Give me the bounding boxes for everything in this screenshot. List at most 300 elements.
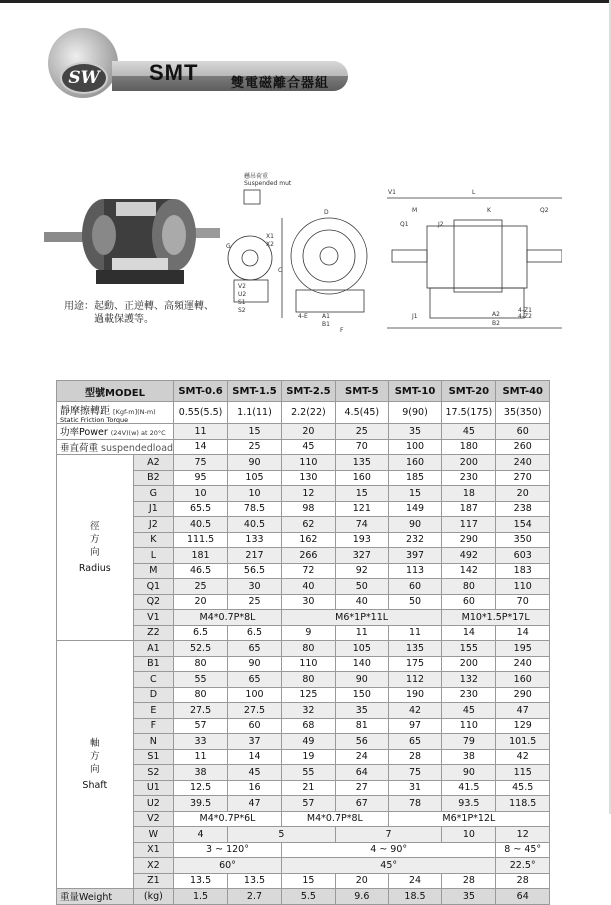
value-cell: 72 [281, 563, 335, 579]
value-cell: 20 [281, 424, 335, 440]
value-cell: 10 [174, 486, 228, 502]
dimension-symbol: V1 [133, 610, 173, 626]
dimension-symbol: C [133, 672, 173, 688]
value-cell: 110 [281, 656, 335, 672]
row-label [57, 424, 174, 440]
value-cell: 38 [174, 765, 228, 781]
value-cell: 27 [335, 780, 388, 796]
value-cell: 18.5 [388, 889, 442, 905]
value-cell: 101.5 [496, 734, 550, 750]
value-cell: 90 [442, 765, 496, 781]
table-row-weight [57, 889, 550, 905]
value-cell: 55 [174, 672, 228, 688]
dim-label: F [340, 327, 344, 334]
value-cell: 80 [174, 656, 228, 672]
value-cell: 65 [388, 734, 442, 750]
usage-line: 用途：起動、正逆轉、高頻運轉、 [64, 301, 214, 312]
header [0, 0, 611, 130]
value-cell: 4.5(45) [335, 402, 388, 424]
value-cell: 62 [281, 517, 335, 533]
label-cn: 靜摩擦轉距 [60, 406, 110, 417]
usage-line: 過載保護等。 [94, 314, 154, 325]
value-cell: 115 [496, 765, 550, 781]
value-cell: 12 [496, 827, 550, 843]
dimension-symbol: M [133, 563, 173, 579]
dim-label: B2 [492, 320, 500, 327]
value-cell: 110 [496, 579, 550, 595]
value-cell: 57 [174, 718, 228, 734]
product-photo [44, 180, 220, 290]
value-cell: 27.5 [174, 703, 228, 719]
value-cell: 110 [442, 718, 496, 734]
dimension-symbol: K [133, 532, 173, 548]
dim-label: J1 [412, 313, 418, 320]
model-column-header: SMT-20 [442, 381, 496, 402]
value-cell: 25 [228, 594, 282, 610]
table-row [57, 424, 550, 440]
value-cell: 50 [335, 579, 388, 595]
dim-label: S1 [238, 299, 246, 306]
value-cell: 28 [388, 749, 442, 765]
value-cell: 240 [496, 656, 550, 672]
value-cell: 183 [496, 563, 550, 579]
dimension-symbol: D [133, 687, 173, 703]
value-cell: 181 [174, 548, 228, 564]
value-cell: 33 [174, 734, 228, 750]
table-row [57, 402, 550, 424]
value-cell: 39.5 [174, 796, 228, 812]
value-cell: 11 [174, 424, 228, 440]
value-cell: 200 [442, 455, 496, 471]
dim-label: V2 [238, 283, 246, 290]
dim-label: K [487, 207, 491, 214]
value-cell: 160 [335, 470, 388, 486]
value-cell: 162 [281, 532, 335, 548]
value-cell: 78 [388, 796, 442, 812]
value-cell: 45 [442, 703, 496, 719]
value-cell: 14 [174, 439, 228, 455]
value-cell: 16 [228, 780, 282, 796]
value-cell: 270 [496, 470, 550, 486]
value-cell: 40 [335, 594, 388, 610]
value-cell: 27.5 [228, 703, 282, 719]
shaft-group-label-line: 軸 [90, 738, 100, 749]
value-cell: 42 [496, 749, 550, 765]
value-cell: 28 [496, 873, 550, 889]
value-cell: 195 [496, 641, 550, 657]
drawing-label-cn: 懸吊荷重 [244, 173, 269, 180]
value-cell: 65 [228, 641, 282, 657]
dim-label: X2 [266, 241, 274, 248]
radius-group-label-line: Radius [78, 563, 111, 574]
value-cell: 78.5 [228, 501, 282, 517]
value-cell: M4*0.7P*8L [281, 811, 388, 827]
value-cell: 2.2(22) [281, 402, 335, 424]
value-cell: 45 [228, 765, 282, 781]
shaft-group-label-line: Shaft [82, 780, 108, 791]
value-cell: 1.1(11) [228, 402, 282, 424]
row-label [57, 402, 174, 424]
value-cell: 35 [442, 889, 496, 905]
value-cell: 20 [174, 594, 228, 610]
value-cell: 185 [388, 470, 442, 486]
value-cell: 20 [496, 486, 550, 502]
value-cell: 42 [388, 703, 442, 719]
shaft-group-label [57, 641, 134, 889]
value-cell: 40.5 [228, 517, 282, 533]
value-cell: 31 [388, 780, 442, 796]
value-cell: 45 [281, 439, 335, 455]
dim-label: M [412, 207, 418, 214]
dimension-symbol: E [133, 703, 173, 719]
dimension-symbol: Q1 [133, 579, 173, 595]
value-cell: 140 [335, 656, 388, 672]
dimension-symbol: J2 [133, 517, 173, 533]
value-cell: 6.5 [228, 625, 282, 641]
dim-label: D [324, 209, 329, 216]
value-cell: 80 [281, 641, 335, 657]
value-cell: 13.5 [174, 873, 228, 889]
value-cell: 5 [228, 827, 336, 843]
value-cell: 47 [496, 703, 550, 719]
value-cell: 74 [335, 517, 388, 533]
value-cell: M4*0.7P*8L [174, 610, 282, 626]
value-cell: 11 [388, 625, 442, 641]
weight-label: 重量Weight [57, 889, 134, 905]
value-cell: 40.5 [174, 517, 228, 533]
value-cell: 45° [281, 858, 496, 874]
value-cell: 70 [496, 594, 550, 610]
value-cell: 68 [281, 718, 335, 734]
value-cell: 9 [281, 625, 335, 641]
value-cell: 90 [228, 455, 282, 471]
value-cell: 80 [281, 672, 335, 688]
radius-group-label-line: 向 [90, 547, 100, 558]
value-cell: 64 [335, 765, 388, 781]
dim-label: V1 [388, 189, 396, 196]
value-cell: 100 [388, 439, 442, 455]
value-cell: 132 [442, 672, 496, 688]
dim-label: A1 [322, 313, 330, 320]
value-cell: 180 [442, 439, 496, 455]
value-cell: 10 [442, 827, 496, 843]
value-cell: 13.5 [228, 873, 282, 889]
value-cell: 25 [228, 439, 282, 455]
value-cell: 160 [496, 672, 550, 688]
value-cell: 142 [442, 563, 496, 579]
value-cell: 9(90) [388, 402, 442, 424]
value-cell: M10*1.5P*17L [442, 610, 550, 626]
value-cell: 11 [174, 749, 228, 765]
technical-drawing [222, 168, 562, 348]
shaft-group-label-line: 向 [90, 764, 100, 775]
value-cell: 397 [388, 548, 442, 564]
value-cell: 113 [388, 563, 442, 579]
spec-table [56, 380, 550, 905]
page-title: SMT [149, 60, 199, 85]
dimension-symbol: S1 [133, 749, 173, 765]
value-cell: 121 [335, 501, 388, 517]
value-cell: 200 [442, 656, 496, 672]
model-column-header: SMT-1.5 [228, 381, 282, 402]
value-cell: 98 [281, 501, 335, 517]
value-cell: 93.5 [442, 796, 496, 812]
value-cell: 7 [335, 827, 441, 843]
page-subtitle: 雙電磁離合器組 [231, 76, 330, 91]
dim-label: G [226, 243, 231, 250]
label-unit: (24V)(w) at 20°C [110, 429, 166, 438]
value-cell: 35 [335, 703, 388, 719]
value-cell: M6*1P*11L [281, 610, 441, 626]
value-cell: 190 [388, 687, 442, 703]
value-cell: 90 [388, 517, 442, 533]
value-cell: 160 [388, 455, 442, 471]
dimension-symbol: V2 [133, 811, 173, 827]
value-cell: 28 [442, 873, 496, 889]
table-header-row [57, 381, 550, 402]
model-column-header: SMT-2.5 [281, 381, 335, 402]
dimension-symbol: Q2 [133, 594, 173, 610]
value-cell: 15 [335, 486, 388, 502]
value-cell: 12 [281, 486, 335, 502]
value-cell: 14 [496, 625, 550, 641]
value-cell: 193 [335, 532, 388, 548]
value-cell: 37 [228, 734, 282, 750]
value-cell: 492 [442, 548, 496, 564]
value-cell: 56 [335, 734, 388, 750]
value-cell: 1.5 [174, 889, 228, 905]
value-cell: 150 [335, 687, 388, 703]
dimension-symbol: X1 [133, 842, 173, 858]
value-cell: 327 [335, 548, 388, 564]
value-cell: 14 [228, 749, 282, 765]
model-header: 型號MODEL [57, 381, 174, 402]
model-column-header: SMT-5 [335, 381, 388, 402]
value-cell: 81 [335, 718, 388, 734]
dim-label: 4-Z1 [518, 307, 532, 314]
table-row [57, 455, 550, 471]
label-unit: [Kgf-m](N-m) [113, 408, 156, 416]
weight-unit: (kg) [133, 889, 173, 905]
value-cell: 350 [496, 532, 550, 548]
value-cell: 41.5 [442, 780, 496, 796]
value-cell: 603 [496, 548, 550, 564]
dim-label: Q2 [540, 207, 549, 214]
table-row [57, 641, 550, 657]
value-cell: 92 [335, 563, 388, 579]
dimension-symbol: B2 [133, 470, 173, 486]
value-cell: 100 [228, 687, 282, 703]
dim-label: L [472, 189, 476, 196]
value-cell: 75 [174, 455, 228, 471]
dimension-symbol: W [133, 827, 173, 843]
dim-label: C [278, 267, 283, 274]
value-cell: 75 [388, 765, 442, 781]
dim-label: S2 [238, 307, 246, 314]
value-cell: 217 [228, 548, 282, 564]
value-cell: 11 [335, 625, 388, 641]
label-en: Static Friction Torque [60, 416, 129, 424]
label-cn: 功率Power [60, 427, 108, 439]
value-cell: 60° [174, 858, 282, 874]
radius-group-label-line: 方 [90, 534, 100, 545]
dim-label: U2 [238, 291, 247, 298]
value-cell: 154 [496, 517, 550, 533]
dimension-symbol: U1 [133, 780, 173, 796]
value-cell: 112 [388, 672, 442, 688]
value-cell: 79 [442, 734, 496, 750]
value-cell: 15 [388, 486, 442, 502]
value-cell: 45 [442, 424, 496, 440]
value-cell: 3 ~ 120° [174, 842, 282, 858]
value-cell: 110 [281, 455, 335, 471]
value-cell: 50 [388, 594, 442, 610]
value-cell: 230 [442, 687, 496, 703]
value-cell: 95 [174, 470, 228, 486]
value-cell: 60 [496, 424, 550, 440]
dim-label: 4-E [298, 313, 308, 320]
dimension-symbol: G [133, 486, 173, 502]
value-cell: 80 [442, 579, 496, 595]
value-cell: 230 [442, 470, 496, 486]
value-cell: 32 [281, 703, 335, 719]
value-cell: 30 [281, 594, 335, 610]
value-cell: 105 [335, 641, 388, 657]
dim-label: X1 [266, 233, 274, 240]
value-cell: 187 [442, 501, 496, 517]
dimension-symbol: J1 [133, 501, 173, 517]
value-cell: M4*0.7P*6L [174, 811, 282, 827]
value-cell: 57 [281, 796, 335, 812]
dimension-symbol: A1 [133, 641, 173, 657]
value-cell: 125 [281, 687, 335, 703]
value-cell: 64 [496, 889, 550, 905]
value-cell: 40 [281, 579, 335, 595]
value-cell: 14 [442, 625, 496, 641]
radius-group-label-line: 徑 [90, 521, 100, 532]
dimension-symbol: U2 [133, 796, 173, 812]
value-cell: 0.55(5.5) [174, 402, 228, 424]
value-cell: 25 [335, 424, 388, 440]
value-cell: 17.5(175) [442, 402, 496, 424]
dim-label: B1 [322, 321, 330, 328]
dim-label: J2 [438, 221, 444, 228]
value-cell: 70 [335, 439, 388, 455]
value-cell: 10 [228, 486, 282, 502]
value-cell: 65.5 [174, 501, 228, 517]
model-column-header: SMT-10 [388, 381, 442, 402]
radius-group-label [57, 455, 134, 641]
dim-label: A2 [492, 311, 500, 318]
value-cell: 260 [496, 439, 550, 455]
value-cell: 266 [281, 548, 335, 564]
value-cell: 21 [281, 780, 335, 796]
value-cell: 155 [442, 641, 496, 657]
value-cell: 45.5 [496, 780, 550, 796]
dimension-symbol: X2 [133, 858, 173, 874]
value-cell: 118.5 [496, 796, 550, 812]
model-column-header: SMT-0.6 [174, 381, 228, 402]
dim-label: Q1 [400, 221, 409, 228]
value-cell: 4 ~ 90° [281, 842, 496, 858]
value-cell: 30 [228, 579, 282, 595]
value-cell: 15 [281, 873, 335, 889]
value-cell: 232 [388, 532, 442, 548]
value-cell: 35(350) [496, 402, 550, 424]
value-cell: 117 [442, 517, 496, 533]
value-cell: 175 [388, 656, 442, 672]
value-cell: 133 [228, 532, 282, 548]
value-cell: 149 [388, 501, 442, 517]
dimension-symbol: F [133, 718, 173, 734]
value-cell: 129 [496, 718, 550, 734]
dimension-symbol: Z1 [133, 873, 173, 889]
dimension-symbol: B1 [133, 656, 173, 672]
value-cell: 56.5 [228, 563, 282, 579]
value-cell: 135 [388, 641, 442, 657]
value-cell: 90 [335, 672, 388, 688]
label-cn: 垂直荷重 [60, 442, 99, 454]
dim-label: 4-Z2 [518, 313, 532, 320]
value-cell: 19 [281, 749, 335, 765]
value-cell: 111.5 [174, 532, 228, 548]
value-cell: 15 [228, 424, 282, 440]
value-cell: 55 [281, 765, 335, 781]
value-cell: 290 [496, 687, 550, 703]
value-cell: 90 [228, 656, 282, 672]
value-cell: 49 [281, 734, 335, 750]
value-cell: 67 [335, 796, 388, 812]
value-cell: 130 [281, 470, 335, 486]
value-cell: 35 [388, 424, 442, 440]
value-cell: 8 ~ 45° [496, 842, 550, 858]
dimension-symbol: L [133, 548, 173, 564]
value-cell: 20 [335, 873, 388, 889]
value-cell: 46.5 [174, 563, 228, 579]
usage-note [64, 300, 234, 326]
dimension-symbol: N [133, 734, 173, 750]
value-cell: 65 [228, 672, 282, 688]
value-cell: 135 [335, 455, 388, 471]
dimension-symbol: A2 [133, 455, 173, 471]
value-cell: 12.5 [174, 780, 228, 796]
value-cell: 80 [174, 687, 228, 703]
value-cell: 290 [442, 532, 496, 548]
value-cell: 52.5 [174, 641, 228, 657]
shaft-group-label-line: 方 [90, 751, 100, 762]
value-cell: 105 [228, 470, 282, 486]
value-cell: 238 [496, 501, 550, 517]
value-cell: 22.5° [496, 858, 550, 874]
value-cell: 60 [442, 594, 496, 610]
sw-logo: SW [60, 62, 108, 94]
value-cell: 60 [228, 718, 282, 734]
value-cell: 24 [335, 749, 388, 765]
value-cell: 6.5 [174, 625, 228, 641]
value-cell: 47 [228, 796, 282, 812]
model-column-header: SMT-40 [496, 381, 550, 402]
value-cell: 240 [496, 455, 550, 471]
row-label [57, 439, 174, 455]
value-cell: 38 [442, 749, 496, 765]
dimension-symbol: Z2 [133, 625, 173, 641]
table-row [57, 439, 550, 455]
value-cell: 9.6 [335, 889, 388, 905]
value-cell: M6*1P*12L [388, 811, 549, 827]
dimension-symbol: S2 [133, 765, 173, 781]
drawing-label-en: Suspended mut [244, 180, 292, 187]
value-cell: 4 [174, 827, 228, 843]
